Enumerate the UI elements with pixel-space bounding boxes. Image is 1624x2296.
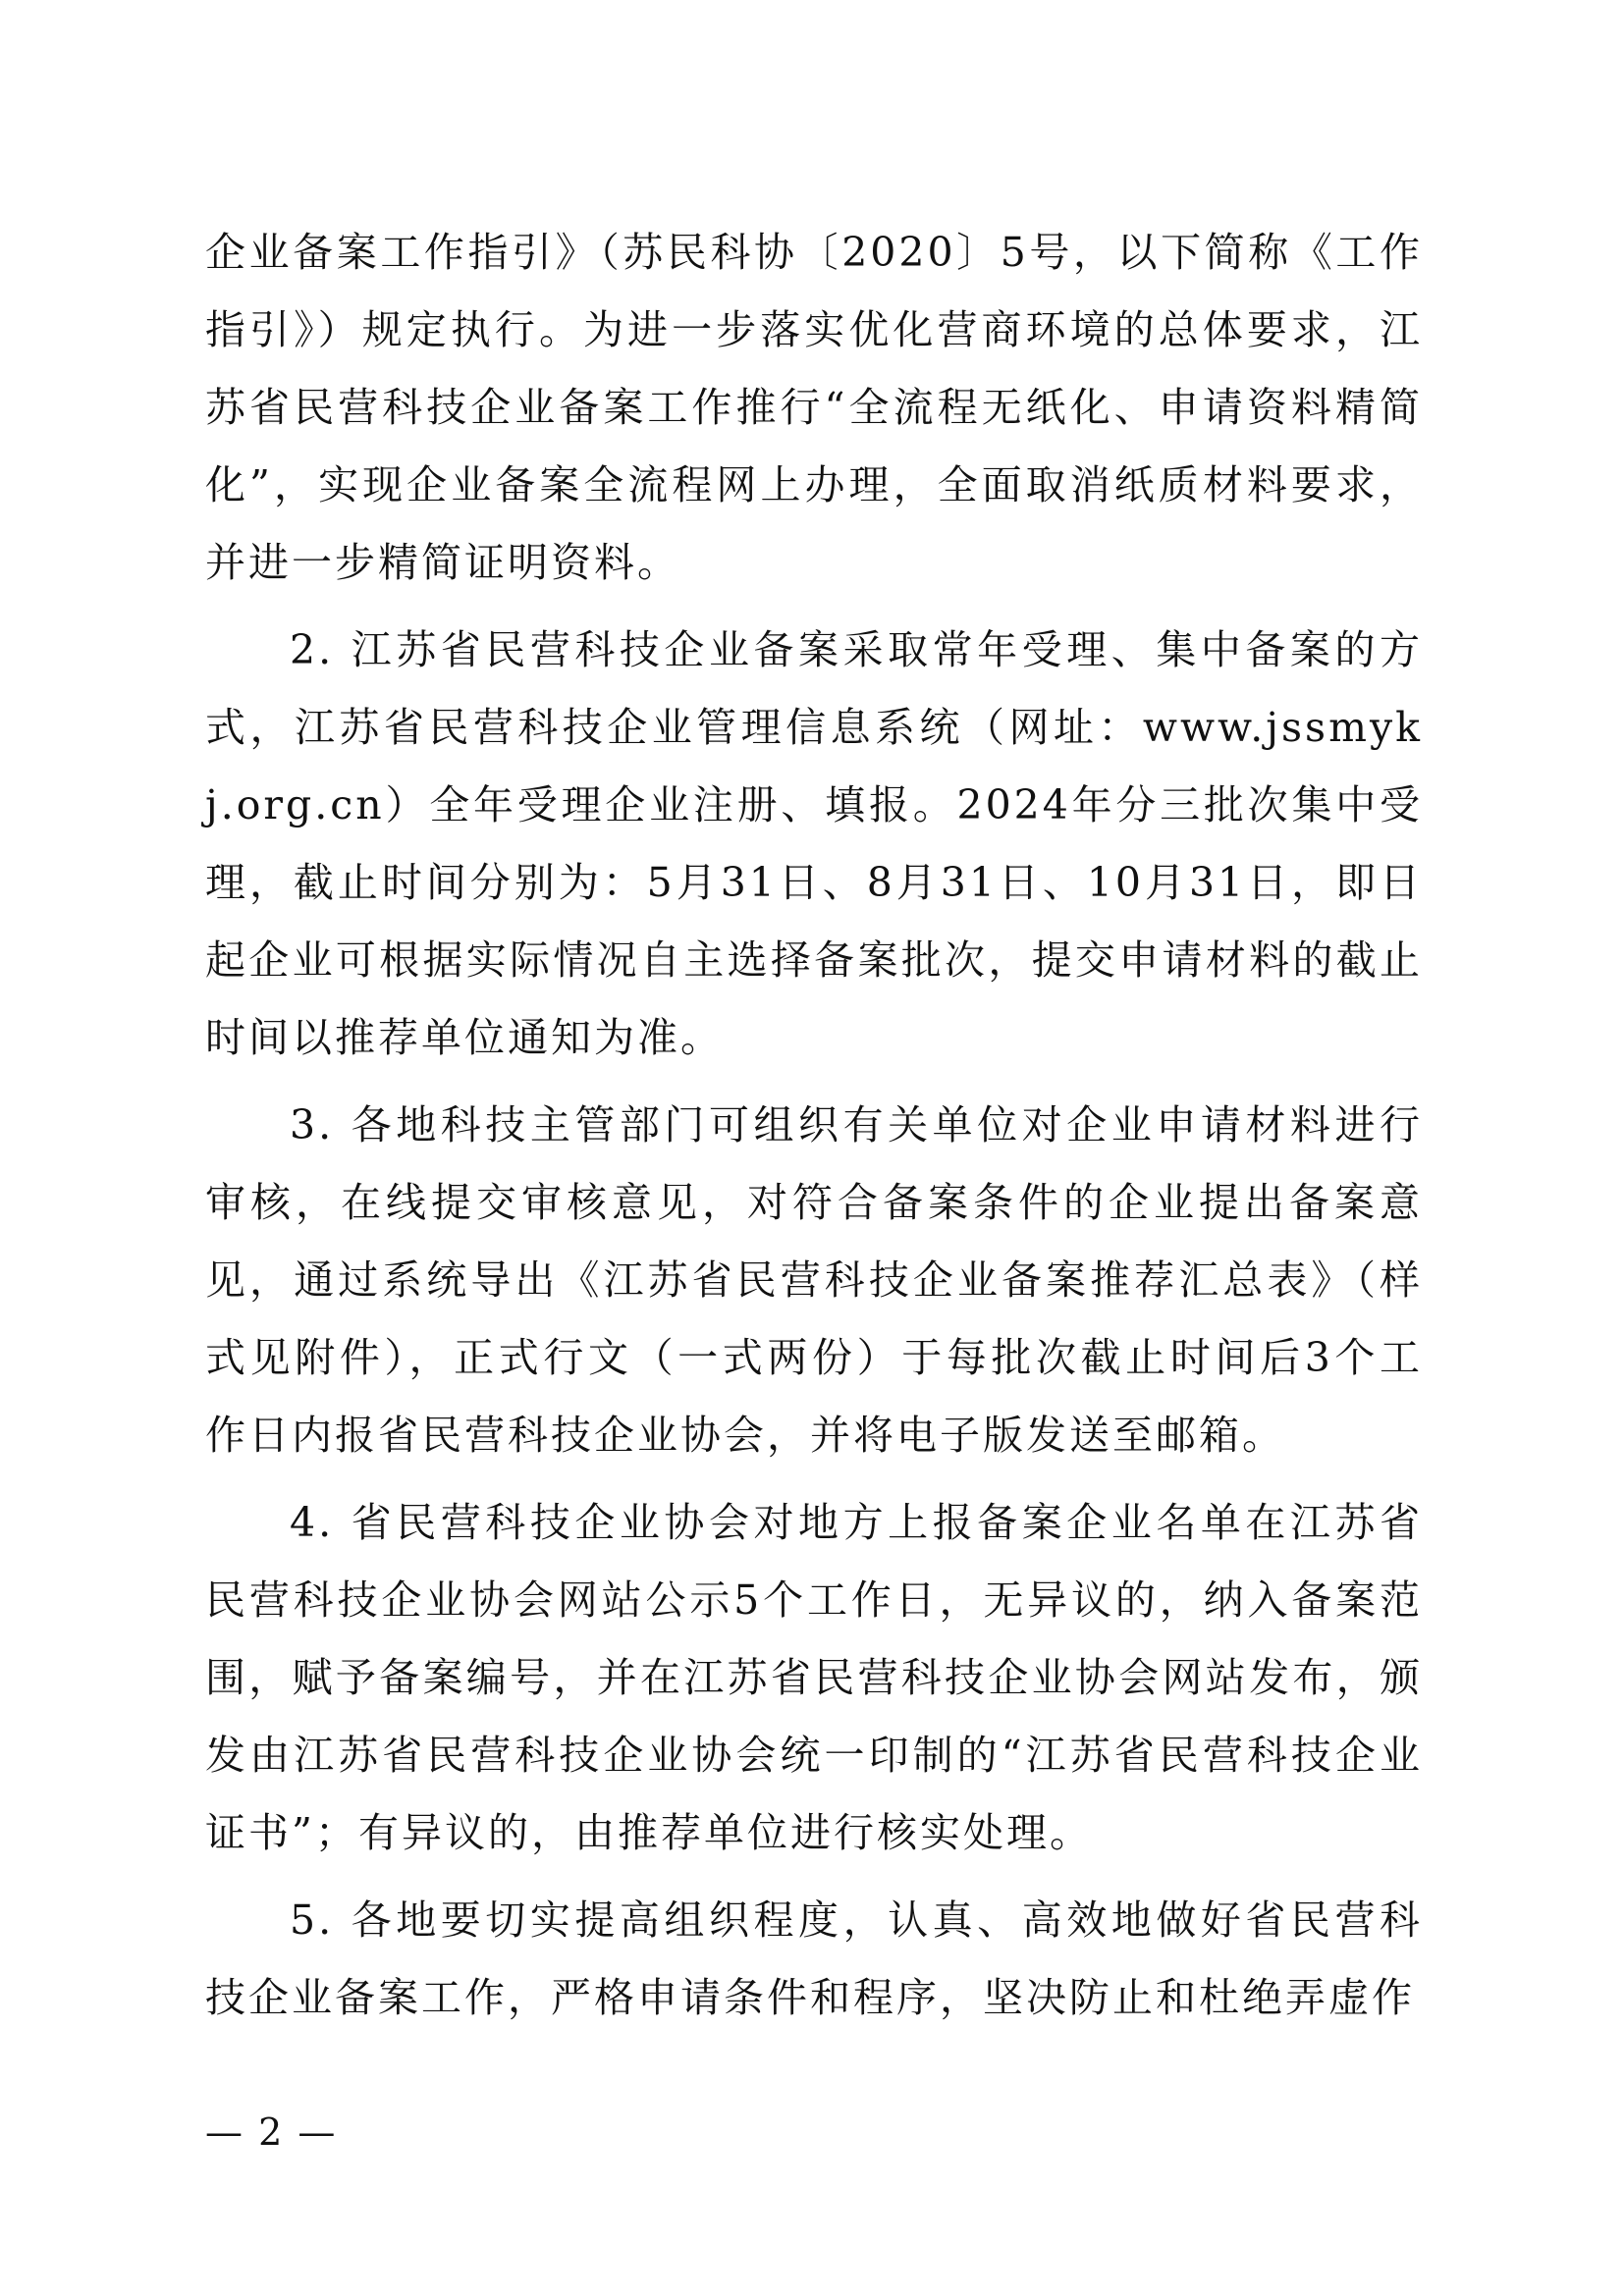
paragraph-2: 2. 江苏省民营科技企业备案采取常年受理、集中备案的方式，江苏省民营科技企业管理信息系统（网址：www.jssmykj.org.cn）全年受理企业注册、填报。2024年分三批次集中受理，截止时间分别为：5月31日、8月31日、10月31日，即日起企业可根据实际情况自主选择备案批次，提交申请材料的截止时间以推荐单位通知为准。	[205, 626, 1423, 1061]
paragraph-continued: 企业备案工作指引》（苏民科协〔2020〕5号，以下简称《工作指引》）规定执行。为进一步落实优化营商环境的总体要求，江苏省民营科技企业备案工作推行“全流程无纸化、申请资料精简化”，实现企业备案全流程网上办理，全面取消纸质材料要求，并进一步精简证明资料。	[205, 229, 1423, 586]
paragraph-5: 5. 各地要切实提高组织程度，认真、高效地做好省民营科技企业备案工作，严格申请条件和程序，坚决防止和杜绝弄虚作	[205, 1896, 1423, 2021]
page-number: — 2 —	[205, 2110, 338, 2154]
paragraph-4: 4. 省民营科技企业协会对地方上报备案企业名单在江苏省民营科技企业协会网站公示5个工作日，无异议的，纳入备案范围，赋予备案编号，并在江苏省民营科技企业协会网站发布，颁发由江苏省民营科技企业协会统一印制的“江苏省民营科技企业证书”；有异议的，由推荐单位进行核实处理。	[205, 1499, 1423, 1856]
paragraph-3: 3. 各地科技主管部门可组织有关单位对企业申请材料进行审核，在线提交审核意见，对符合备案条件的企业提出备案意见，通过系统导出《江苏省民营科技企业备案推荐汇总表》（样式见附件），正式行文（一式两份）于每批次截止时间后3个工作日内报省民营科技企业协会，并将电子版发送至邮箱。	[205, 1101, 1423, 1459]
body-text	[205, 214, 1423, 2037]
